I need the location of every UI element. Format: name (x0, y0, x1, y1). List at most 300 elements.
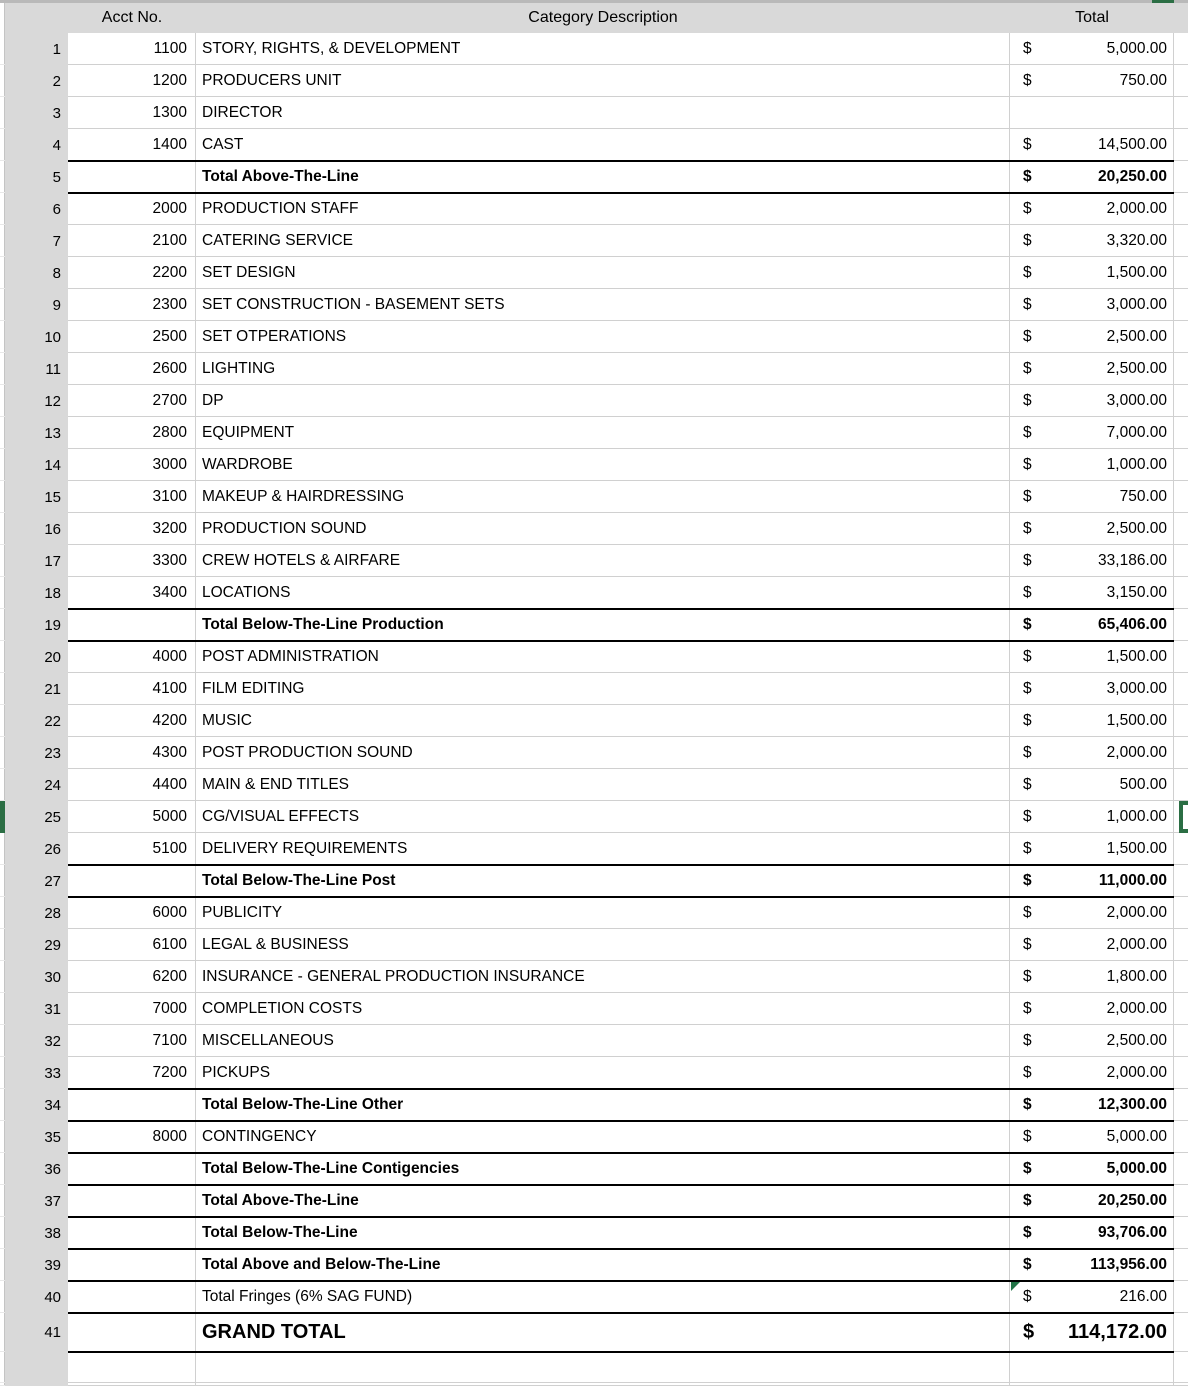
desc-cell[interactable]: Total Fringes (6% SAG FUND) (196, 1281, 1010, 1313)
total-cell[interactable] (1010, 1153, 1174, 1185)
currency-symbol: $ (1023, 1255, 1032, 1273)
acct-cell[interactable]: 4000 (68, 641, 196, 673)
currency-symbol: $ (1023, 1031, 1032, 1049)
total-cell[interactable] (1010, 449, 1174, 481)
currency-symbol: $ (1023, 551, 1032, 569)
total-cell[interactable] (1010, 801, 1174, 833)
row-number[interactable]: 11 (5, 353, 68, 385)
acct-cell[interactable]: 2500 (68, 321, 196, 353)
total-cell[interactable] (1010, 609, 1174, 641)
currency-symbol: $ (1023, 39, 1032, 57)
acct-cell[interactable]: 5100 (68, 833, 196, 865)
desc-cell[interactable] (196, 1352, 1010, 1383)
amount-value: 33,186.00 (1098, 551, 1167, 569)
row-number[interactable]: 34 (5, 1089, 68, 1121)
row-number[interactable]: 33 (5, 1057, 68, 1089)
total-cell[interactable] (1010, 737, 1174, 769)
table-row (0, 1352, 1188, 1383)
currency-symbol: $ (1023, 615, 1032, 633)
desc-cell[interactable]: EQUIPMENT (196, 417, 1010, 449)
table-row (0, 289, 1188, 321)
row-number[interactable]: 3 (5, 97, 68, 129)
desc-cell[interactable]: Total Below-The-Line Contigencies (196, 1153, 1010, 1185)
desc-cell[interactable]: DP (196, 385, 1010, 417)
right-sliver (1174, 993, 1188, 1025)
desc-cell[interactable]: PRODUCTION STAFF (196, 193, 1010, 225)
right-sliver (1174, 1249, 1188, 1281)
right-sliver (1174, 513, 1188, 545)
thick-border-line (68, 640, 1174, 642)
total-cell[interactable] (1010, 705, 1174, 737)
desc-cell[interactable]: LEGAL & BUSINESS (196, 929, 1010, 961)
row-number[interactable]: 31 (5, 993, 68, 1025)
table-row (0, 993, 1188, 1025)
right-sliver (1174, 1153, 1188, 1185)
total-cell[interactable] (1010, 641, 1174, 673)
total-cell[interactable] (1010, 1313, 1174, 1352)
total-cell[interactable] (1010, 321, 1174, 353)
right-sliver (1174, 161, 1188, 193)
amount-value: 2,000.00 (1106, 903, 1167, 921)
total-cell[interactable] (1010, 1185, 1174, 1217)
total-cell[interactable] (1010, 1281, 1174, 1313)
amount-value: 2,000.00 (1106, 1063, 1167, 1081)
table-row (0, 545, 1188, 577)
acct-cell[interactable]: 2100 (68, 225, 196, 257)
total-cell[interactable] (1010, 1121, 1174, 1153)
desc-cell[interactable]: LIGHTING (196, 353, 1010, 385)
table-row (0, 1185, 1188, 1217)
row-number[interactable]: 40 (5, 1281, 68, 1313)
table-row (0, 33, 1188, 65)
acct-cell[interactable] (68, 161, 196, 193)
total-cell[interactable] (1010, 769, 1174, 801)
right-sliver (1174, 641, 1188, 673)
acct-cell[interactable] (68, 1249, 196, 1281)
currency-symbol: $ (1023, 1287, 1032, 1305)
currency-symbol: $ (1023, 1159, 1032, 1177)
desc-cell[interactable]: DIRECTOR (196, 97, 1010, 129)
thick-border-line (68, 864, 1174, 866)
currency-symbol: $ (1023, 935, 1032, 953)
thick-border-line (68, 1351, 1174, 1353)
desc-cell[interactable]: SET CONSTRUCTION - BASEMENT SETS (196, 289, 1010, 321)
acct-cell[interactable]: 1300 (68, 97, 196, 129)
desc-cell[interactable]: CAST (196, 129, 1010, 161)
acct-cell[interactable] (68, 1281, 196, 1313)
table-row (0, 737, 1188, 769)
right-sliver (1174, 897, 1188, 929)
top-strip (0, 0, 1188, 3)
acct-cell[interactable]: 7200 (68, 1057, 196, 1089)
row-number[interactable]: 14 (5, 449, 68, 481)
row-number[interactable]: 9 (5, 289, 68, 321)
row-number[interactable]: 24 (5, 769, 68, 801)
right-sliver (1174, 1025, 1188, 1057)
table-row (0, 833, 1188, 865)
currency-symbol: $ (1023, 743, 1032, 761)
desc-cell[interactable]: PRODUCERS UNIT (196, 65, 1010, 97)
right-sliver (1174, 1217, 1188, 1249)
row-number[interactable]: 39 (5, 1249, 68, 1281)
thick-border-line (68, 1152, 1174, 1154)
acct-cell[interactable] (68, 1352, 196, 1383)
currency-symbol: $ (1023, 1127, 1032, 1145)
row-number[interactable]: 15 (5, 481, 68, 513)
table-row (0, 673, 1188, 705)
desc-cell[interactable]: FILM EDITING (196, 673, 1010, 705)
right-sliver (1174, 545, 1188, 577)
amount-value: 216.00 (1119, 1287, 1167, 1305)
acct-cell[interactable]: 6100 (68, 929, 196, 961)
amount-value: 1,500.00 (1106, 839, 1167, 857)
row-number[interactable]: 38 (5, 1217, 68, 1249)
table-row (0, 353, 1188, 385)
row-number[interactable]: 7 (5, 225, 68, 257)
row-number[interactable]: 35 (5, 1121, 68, 1153)
desc-cell[interactable]: Total Below-The-Line Production (196, 609, 1010, 641)
acct-cell[interactable] (68, 609, 196, 641)
row-number[interactable]: 28 (5, 897, 68, 929)
total-cell[interactable] (1010, 257, 1174, 289)
row-number[interactable]: 32 (5, 1025, 68, 1057)
acct-cell[interactable]: 2000 (68, 193, 196, 225)
thick-border-line (68, 1120, 1174, 1122)
right-sliver (1174, 1089, 1188, 1121)
right-sliver (1174, 833, 1188, 865)
currency-symbol: $ (1023, 1191, 1032, 1209)
currency-symbol: $ (1023, 1223, 1032, 1241)
thick-border-line (68, 1248, 1174, 1250)
total-cell[interactable] (1010, 1352, 1174, 1383)
right-sliver (1174, 577, 1188, 609)
table-row (0, 161, 1188, 193)
total-cell[interactable] (1010, 481, 1174, 513)
desc-cell[interactable]: POST ADMINISTRATION (196, 641, 1010, 673)
desc-cell[interactable]: Total Above and Below-The-Line (196, 1249, 1010, 1281)
row-number[interactable]: 5 (5, 161, 68, 193)
acct-cell[interactable]: 1400 (68, 129, 196, 161)
table-row (0, 513, 1188, 545)
desc-cell[interactable]: PUBLICITY (196, 897, 1010, 929)
amount-value: 93,706.00 (1098, 1223, 1167, 1241)
currency-symbol: $ (1023, 1320, 1035, 1343)
acct-cell[interactable]: 3400 (68, 577, 196, 609)
desc-cell[interactable]: Total Above-The-Line (196, 161, 1010, 193)
desc-cell[interactable]: COMPLETION COSTS (196, 993, 1010, 1025)
desc-cell[interactable]: PRODUCTION SOUND (196, 513, 1010, 545)
total-cell[interactable] (1010, 353, 1174, 385)
total-cell[interactable] (1010, 833, 1174, 865)
table-row (0, 641, 1188, 673)
row-number[interactable]: 22 (5, 705, 68, 737)
total-cell[interactable] (1010, 97, 1174, 129)
row-number[interactable]: 16 (5, 513, 68, 545)
amount-value: 2,500.00 (1106, 359, 1167, 377)
right-sliver (1174, 449, 1188, 481)
total-cell[interactable] (1010, 225, 1174, 257)
currency-symbol: $ (1023, 391, 1032, 409)
row-number[interactable]: 2 (5, 65, 68, 97)
column-header-row (5, 3, 1188, 33)
amount-value: 1,000.00 (1106, 807, 1167, 825)
acct-cell[interactable]: 1100 (68, 33, 196, 65)
total-cell[interactable] (1010, 673, 1174, 705)
thick-border-line (68, 1088, 1174, 1090)
acct-cell[interactable]: 6200 (68, 961, 196, 993)
total-cell[interactable] (1010, 929, 1174, 961)
desc-cell[interactable]: Total Below-The-Line Other (196, 1089, 1010, 1121)
total-cell[interactable] (1010, 1089, 1174, 1121)
acct-cell[interactable]: 3200 (68, 513, 196, 545)
acct-cell[interactable]: 4200 (68, 705, 196, 737)
row-number[interactable]: 20 (5, 641, 68, 673)
acct-cell[interactable]: 2800 (68, 417, 196, 449)
row-number[interactable]: 19 (5, 609, 68, 641)
acct-cell[interactable] (68, 1217, 196, 1249)
amount-value: 7,000.00 (1106, 423, 1167, 441)
row-number[interactable] (5, 1352, 68, 1383)
currency-symbol: $ (1023, 999, 1032, 1017)
acct-cell[interactable]: 2200 (68, 257, 196, 289)
table-row (0, 481, 1188, 513)
desc-cell[interactable]: SET DESIGN (196, 257, 1010, 289)
amount-value: 2,000.00 (1106, 199, 1167, 217)
row-number[interactable]: 25 (5, 801, 68, 833)
amount-value: 2,000.00 (1106, 935, 1167, 953)
total-cell[interactable] (1010, 993, 1174, 1025)
table-row (0, 193, 1188, 225)
amount-value: 750.00 (1119, 71, 1167, 89)
right-sliver (1174, 1057, 1188, 1089)
desc-cell[interactable]: CG/VISUAL EFFECTS (196, 801, 1010, 833)
table-row (0, 865, 1188, 897)
row-number[interactable]: 27 (5, 865, 68, 897)
row-number[interactable]: 29 (5, 929, 68, 961)
currency-symbol: $ (1023, 167, 1032, 185)
amount-value: 3,000.00 (1106, 295, 1167, 313)
desc-cell[interactable]: Total Above-The-Line (196, 1185, 1010, 1217)
total-cell[interactable] (1010, 289, 1174, 321)
row-number[interactable]: 41 (5, 1313, 68, 1352)
amount-value: 2,000.00 (1106, 999, 1167, 1017)
right-sliver (1174, 417, 1188, 449)
table-row (0, 577, 1188, 609)
right-sliver (1174, 1313, 1188, 1352)
amount-value: 3,320.00 (1106, 231, 1167, 249)
total-cell[interactable] (1010, 65, 1174, 97)
desc-cell[interactable]: Total Below-The-Line (196, 1217, 1010, 1249)
right-sliver (1174, 961, 1188, 993)
total-cell[interactable] (1010, 1217, 1174, 1249)
currency-symbol: $ (1023, 423, 1032, 441)
right-sliver (1174, 289, 1188, 321)
amount-value: 3,000.00 (1106, 391, 1167, 409)
total-cell[interactable] (1010, 33, 1174, 65)
total-cell[interactable] (1010, 961, 1174, 993)
row-highlight-left-marker (0, 801, 5, 833)
currency-symbol: $ (1023, 903, 1032, 921)
row-number[interactable]: 17 (5, 545, 68, 577)
desc-cell[interactable]: INSURANCE - GENERAL PRODUCTION INSURANCE (196, 961, 1010, 993)
currency-symbol: $ (1023, 775, 1032, 793)
desc-cell[interactable]: DELIVERY REQUIREMENTS (196, 833, 1010, 865)
acct-cell[interactable]: 4100 (68, 673, 196, 705)
right-sliver (1174, 257, 1188, 289)
row-number[interactable]: 4 (5, 129, 68, 161)
thick-border-line (68, 896, 1174, 898)
row-number[interactable]: 8 (5, 257, 68, 289)
total-cell[interactable] (1010, 193, 1174, 225)
table-row (0, 609, 1188, 641)
row-number[interactable]: 1 (5, 33, 68, 65)
desc-cell[interactable]: SET OTPERATIONS (196, 321, 1010, 353)
currency-symbol: $ (1023, 1063, 1032, 1081)
amount-value: 114,172.00 (1068, 1320, 1167, 1343)
table-row (0, 1089, 1188, 1121)
right-sliver (1174, 1185, 1188, 1217)
acct-cell[interactable]: 3100 (68, 481, 196, 513)
row-number[interactable]: 23 (5, 737, 68, 769)
total-cell[interactable] (1010, 897, 1174, 929)
total-cell[interactable] (1010, 545, 1174, 577)
thick-border-line (68, 1216, 1174, 1218)
right-sliver (1174, 321, 1188, 353)
row-number[interactable]: 18 (5, 577, 68, 609)
table-row (0, 769, 1188, 801)
currency-symbol: $ (1023, 871, 1032, 889)
total-cell[interactable] (1010, 1057, 1174, 1089)
error-flag-icon (1011, 1282, 1020, 1291)
acct-cell[interactable]: 3000 (68, 449, 196, 481)
table-row (0, 129, 1188, 161)
row-number[interactable]: 6 (5, 193, 68, 225)
currency-symbol: $ (1023, 263, 1032, 281)
amount-value: 2,500.00 (1106, 1031, 1167, 1049)
desc-cell[interactable]: MAKEUP & HAIRDRESSING (196, 481, 1010, 513)
header-category-description[interactable]: Category Description (528, 9, 678, 26)
right-sliver (1174, 385, 1188, 417)
currency-symbol: $ (1023, 711, 1032, 729)
acct-cell[interactable]: 3300 (68, 545, 196, 577)
desc-cell[interactable]: CREW HOTELS & AIRFARE (196, 545, 1010, 577)
right-sliver (1174, 673, 1188, 705)
acct-cell[interactable] (68, 1313, 196, 1352)
currency-symbol: $ (1023, 967, 1032, 985)
acct-cell[interactable]: 4300 (68, 737, 196, 769)
amount-value: 1,000.00 (1106, 455, 1167, 473)
currency-symbol: $ (1023, 807, 1032, 825)
acct-cell[interactable] (68, 1089, 196, 1121)
row-number[interactable]: 10 (5, 321, 68, 353)
desc-cell[interactable]: LOCATIONS (196, 577, 1010, 609)
desc-cell[interactable]: Total Below-The-Line Post (196, 865, 1010, 897)
acct-cell[interactable]: 2300 (68, 289, 196, 321)
right-sliver (1174, 769, 1188, 801)
row-number[interactable]: 37 (5, 1185, 68, 1217)
acct-cell[interactable]: 2700 (68, 385, 196, 417)
currency-symbol: $ (1023, 199, 1032, 217)
acct-cell[interactable] (68, 1185, 196, 1217)
acct-cell[interactable]: 6000 (68, 897, 196, 929)
table-row (0, 897, 1188, 929)
right-sliver (1174, 193, 1188, 225)
desc-cell[interactable]: CATERING SERVICE (196, 225, 1010, 257)
amount-value: 20,250.00 (1098, 1191, 1167, 1209)
total-cell[interactable] (1010, 1025, 1174, 1057)
desc-cell[interactable]: POST PRODUCTION SOUND (196, 737, 1010, 769)
acct-cell[interactable] (68, 865, 196, 897)
amount-value: 2,500.00 (1106, 327, 1167, 345)
desc-cell[interactable]: PICKUPS (196, 1057, 1010, 1089)
acct-cell[interactable]: 7000 (68, 993, 196, 1025)
acct-cell[interactable]: 1200 (68, 65, 196, 97)
acct-cell[interactable]: 2600 (68, 353, 196, 385)
total-cell[interactable] (1010, 385, 1174, 417)
total-cell[interactable] (1010, 577, 1174, 609)
row-number[interactable]: 36 (5, 1153, 68, 1185)
currency-symbol: $ (1023, 327, 1032, 345)
table-row (0, 1249, 1188, 1281)
amount-value: 500.00 (1119, 775, 1167, 793)
row-number[interactable]: 13 (5, 417, 68, 449)
acct-cell[interactable]: 8000 (68, 1121, 196, 1153)
currency-symbol: $ (1023, 295, 1032, 313)
table-row (0, 97, 1188, 129)
currency-symbol: $ (1023, 359, 1032, 377)
row-number[interactable]: 30 (5, 961, 68, 993)
desc-cell[interactable]: MUSIC (196, 705, 1010, 737)
desc-cell[interactable]: STORY, RIGHTS, & DEVELOPMENT (196, 33, 1010, 65)
table-row (0, 801, 1188, 833)
acct-cell[interactable]: 4400 (68, 769, 196, 801)
row-number[interactable]: 21 (5, 673, 68, 705)
row-number[interactable]: 26 (5, 833, 68, 865)
currency-symbol: $ (1023, 71, 1032, 89)
desc-cell[interactable]: MISCELLANEOUS (196, 1025, 1010, 1057)
right-sliver (1174, 609, 1188, 641)
desc-cell[interactable]: WARDROBE (196, 449, 1010, 481)
desc-cell[interactable]: GRAND TOTAL (196, 1313, 1010, 1352)
thick-border-line (68, 160, 1174, 162)
table-row (0, 385, 1188, 417)
header-acct-no[interactable]: Acct No. (101, 9, 163, 26)
total-cell[interactable] (1010, 129, 1174, 161)
total-cell[interactable] (1010, 1249, 1174, 1281)
right-sliver (1174, 929, 1188, 961)
total-cell[interactable] (1010, 865, 1174, 897)
acct-cell[interactable] (68, 1153, 196, 1185)
currency-symbol: $ (1023, 231, 1032, 249)
total-cell[interactable] (1010, 417, 1174, 449)
table-row (0, 1281, 1188, 1313)
amount-value: 750.00 (1119, 487, 1167, 505)
currency-symbol: $ (1023, 519, 1032, 537)
amount-value: 5,000.00 (1106, 39, 1167, 57)
table-row (0, 1153, 1188, 1185)
desc-cell[interactable]: CONTINGENCY (196, 1121, 1010, 1153)
thick-border-line (68, 608, 1174, 610)
total-cell[interactable] (1010, 513, 1174, 545)
desc-cell[interactable]: MAIN & END TITLES (196, 769, 1010, 801)
total-cell[interactable] (1010, 161, 1174, 193)
header-total[interactable]: Total (1075, 9, 1109, 26)
currency-symbol: $ (1023, 839, 1032, 857)
acct-cell[interactable]: 5000 (68, 801, 196, 833)
row-number[interactable]: 12 (5, 385, 68, 417)
right-sliver (1174, 225, 1188, 257)
acct-cell[interactable]: 7100 (68, 1025, 196, 1057)
